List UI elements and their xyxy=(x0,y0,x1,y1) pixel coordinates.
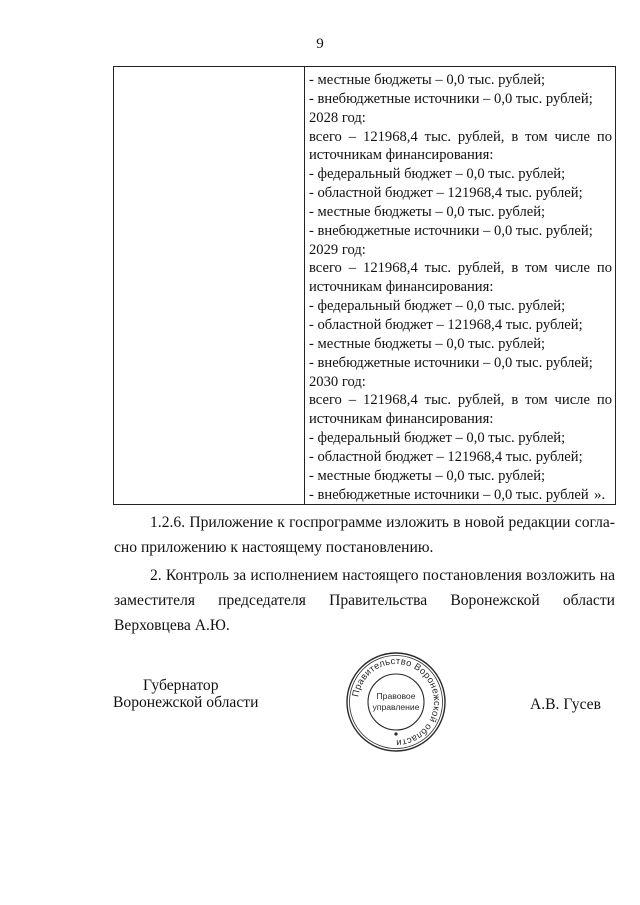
funding-line: источникам финансирования: xyxy=(309,147,494,164)
funding-line: всего – 121968,4 тыс. рублей, в том числе по xyxy=(309,260,612,277)
funding-line: 2028 год: xyxy=(309,109,366,126)
paragraph-line: 2. Контроль за исполнением настоящего постановления возложить на xyxy=(150,567,615,584)
funding-line: - федеральный бюджет – 0,0 тыс. рублей; xyxy=(309,298,566,315)
paragraph-1-2-6 xyxy=(114,510,615,560)
signer-title: Губернатор xyxy=(143,677,219,694)
funding-line: - федеральный бюджет – 0,0 тыс. рублей; xyxy=(309,430,566,447)
funding-line: источникам финансирования: xyxy=(309,411,494,428)
funding-line: - местные бюджеты – 0,0 тыс. рублей; xyxy=(309,72,546,88)
funding-line: - областной бюджет – 121968,4 тыс. рублей; xyxy=(309,448,583,465)
funding-line: - областной бюджет – 121968,4 тыс. рублей; xyxy=(309,185,583,202)
funding-line: - внебюджетные источники – 0,0 тыс. рублей xyxy=(309,486,589,503)
paragraph-line: заместителя председателя Правительства Воронежской области xyxy=(114,592,615,609)
seal-star-icon xyxy=(394,732,397,735)
table-row xyxy=(114,67,616,505)
table-cell-funding xyxy=(305,67,616,505)
paragraph-line: сно приложению к настоящему постановлению. xyxy=(114,539,434,556)
funding-line: - внебюджетные источники – 0,0 тыс. рублей; xyxy=(309,90,593,107)
funding-lines xyxy=(305,67,615,504)
funding-line: - областной бюджет – 121968,4 тыс. рублей; xyxy=(309,316,583,333)
funding-line: всего – 121968,4 тыс. рублей, в том числе по xyxy=(309,128,612,145)
page-number: 9 xyxy=(316,36,324,52)
signer-region: Воронежской области xyxy=(113,694,259,711)
paragraph-line: 1.2.6. Приложение к госпрограмме изложить в новой редакции согла- xyxy=(150,514,615,531)
funding-line: - внебюджетные источники – 0,0 тыс. рублей; xyxy=(309,222,593,239)
seal-inner-line-2: управление xyxy=(372,702,420,712)
paragraph-line: Верховцева А.Ю. xyxy=(114,617,230,634)
funding-line: всего – 121968,4 тыс. рублей, в том числе по xyxy=(309,392,612,409)
budget-table xyxy=(113,66,616,505)
seal-outer-text: Правительство Воронежской области xyxy=(349,654,444,750)
signer-name: А.В. Гусев xyxy=(530,696,601,713)
closing-quote: ». xyxy=(594,487,606,503)
paragraph-2 xyxy=(114,563,615,638)
table-cell-empty xyxy=(114,67,305,505)
seal-inner-line-1: Правовое xyxy=(376,691,416,701)
funding-line: - местные бюджеты – 0,0 тыс. рублей; xyxy=(309,467,546,484)
funding-line: 2029 год: xyxy=(309,241,366,258)
funding-line: - федеральный бюджет – 0,0 тыс. рублей; xyxy=(309,166,566,183)
funding-line: источникам финансирования: xyxy=(309,279,494,296)
funding-line: - местные бюджеты – 0,0 тыс. рублей; xyxy=(309,203,546,220)
official-seal xyxy=(344,650,448,754)
funding-line: 2030 год: xyxy=(309,373,366,390)
funding-line: - местные бюджеты – 0,0 тыс. рублей; xyxy=(309,335,546,352)
funding-line: - внебюджетные источники – 0,0 тыс. рублей; xyxy=(309,354,593,371)
